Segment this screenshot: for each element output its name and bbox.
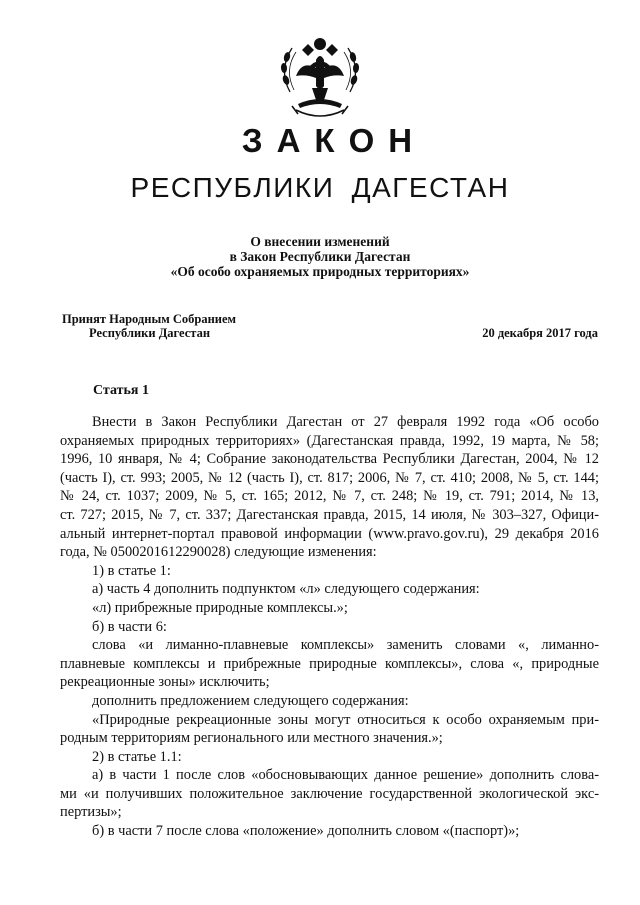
body-line: № 24, ст. 1037; 2009, № 5, ст. 165; 2012, № 7, ст. 248; № 19, ст. 791; 2014, № 13, [60,488,599,505]
law-title: ЗАКОН [241,122,427,159]
article-body [60,413,599,841]
body-line: ст. 727; 2015, № 7, ст. 337; Дагестанская правда, 2015, 14 июля, № 303–327, Офици- [60,506,599,523]
adoption-note [62,312,236,340]
adoption-date: 20 декабря 2017 года [482,326,598,340]
law-subtitle: РЕСПУБЛИКИ ДАГЕСТАН [130,172,510,203]
body-line: б) в части 6: [92,618,167,635]
article-heading: Статья 1 [93,383,149,398]
body-line: дополнить предложением следующего содержания: [92,692,409,709]
body-line: «л) прибрежные природные комплексы.»; [92,599,348,616]
adoption-line: Принят Народным Собранием [62,312,237,326]
subject-line: в Закон Республики Дагестан [229,249,411,264]
body-line: охраняемых природных территориях» (Дагестанская правда, 1992, 19 марта, № 58; [60,432,599,449]
subject-line: О внесении изменений [250,234,390,249]
body-line: альный интернет-портал правовой информации (www.pravo.gov.ru), 29 декабря 2016 [60,525,599,542]
body-line: плавневые комплексы и прибрежные природные комплексы», слова «, природные [60,655,599,672]
body-line: а) часть 4 дополнить подпунктом «л» следующего содержания: [92,581,480,598]
law-subject [0,234,640,279]
body-line: 1996, 10 января, № 4; Собрание законодательства Республики Дагестан, 2004, № 12 [60,451,599,468]
body-line: (часть I), ст. 993; 2005, № 12 (часть I), ст. 817; 2006, № 7, ст. 410; 2008, № 5, ст. 144; [60,469,599,486]
body-line: пертизы»; [60,804,122,821]
body-line: Внести в Закон Республики Дагестан от 27 февраля 1992 года «Об особо [92,414,599,430]
body-line: ми «и получивших положительное заключение государственной экологической экс- [60,785,599,802]
body-line: 2) в статье 1.1: [92,748,182,765]
body-line: рекреационные зоны» исключить; [60,674,270,691]
body-line: слова «и лиманно-плавневые комплексы» заменить словами «, лиманно- [92,637,599,654]
body-line: а) в части 1 после слов «обосновывающих данное решение» дополнить слова- [92,767,599,784]
body-line: года, № 0500201612290028) следующие изменения: [60,544,377,561]
subject-line: «Об особо охраняемых природных территориях» [170,264,470,279]
coat-of-arms-emblem [272,30,368,120]
body-line: родным территориям регионального или местного значения.»; [60,730,443,747]
body-line: 1) в статье 1: [92,562,171,579]
adoption-line: Республики Дагестан [89,326,211,340]
body-line: б) в части 7 после слова «положение» дополнить словом «(паспорт)»; [92,823,520,840]
body-line: «Природные рекреационные зоны могут относиться к особо охраняемым при- [92,711,599,728]
